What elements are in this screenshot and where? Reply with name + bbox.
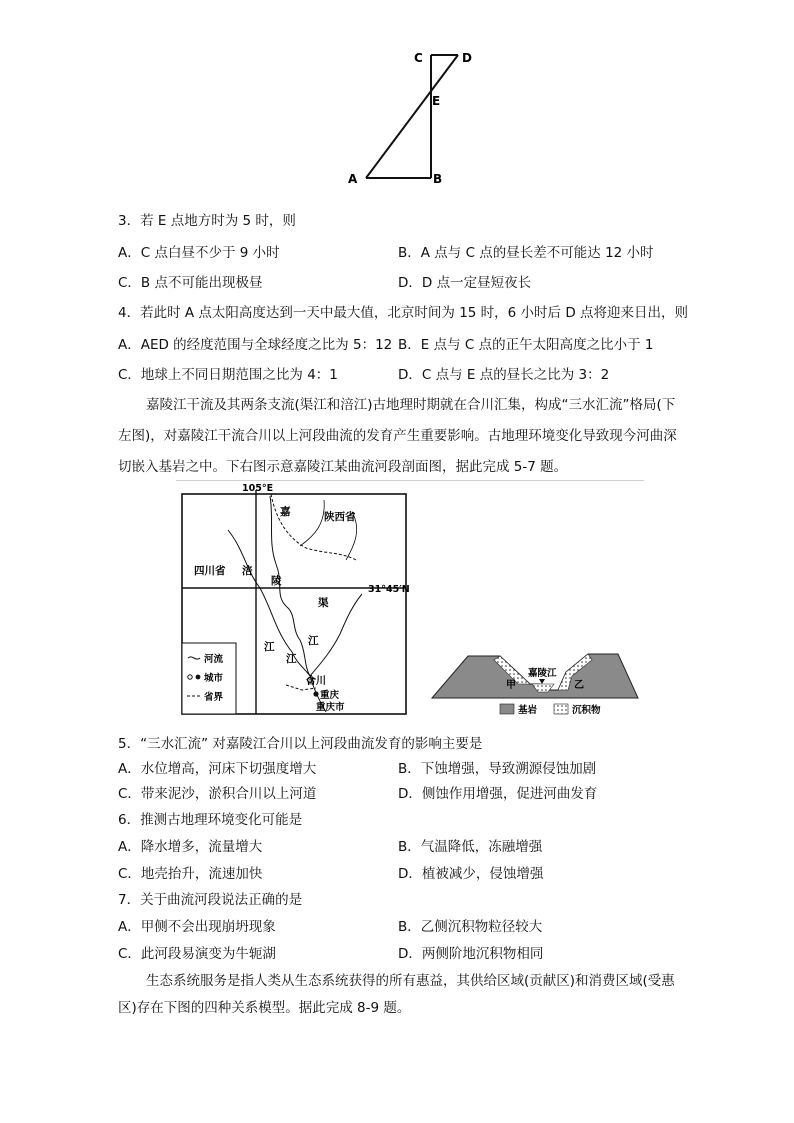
q4-option-a: A．AED 的经度范围与全球经度之比为 5：12 (118, 337, 393, 353)
passage2-line2: 区)存在下图的四种关系模型。据此完成 8-9 题。 (118, 1000, 411, 1016)
label-qu: 渠 (318, 597, 329, 609)
q6-option-a: A．降水增多，流量增大 (118, 839, 263, 855)
q3-option-c: C．B 点不可能出现极昼 (118, 275, 263, 291)
passage1-line3: 切嵌入基岩之中。下右图示意嘉陵江某曲流河段剖面图，据此完成 5-7 题。 (118, 459, 568, 475)
label-fu: 涪 (242, 565, 253, 577)
hechuan-map (176, 480, 416, 716)
legend-city: 城市 (204, 673, 224, 684)
label-c: C (414, 51, 423, 65)
label-shaanxi: 陕西省 (324, 511, 356, 523)
river-profile (428, 640, 648, 720)
q7-stem: 7．关于曲流河段说法正确的是 (118, 892, 303, 908)
q4-option-b: B．E 点与 C 点的正午太阳高度之比小于 1 (398, 337, 654, 353)
q5-option-a: A．水位增高，河床下切强度增大 (118, 761, 317, 777)
q3-stem: 3．若 E 点地方时为 5 时，则 (118, 213, 296, 229)
q5-stem: 5．“三水汇流” 对嘉陵江合川以上河段曲流发育的影响主要是 (118, 736, 483, 752)
label-chongqing: 重庆 (320, 690, 340, 701)
city-chongqing (313, 691, 318, 696)
river-marker (539, 679, 545, 684)
q3-option-a: A．C 点白昼不少于 9 小时 (118, 245, 280, 261)
label-jiang-3: 江 (308, 635, 319, 647)
q4-stem: 4．若此时 A 点太阳高度达到一天中最大值，北京时间为 15 时，6 小时后 D 点将迎来日出，则 (118, 305, 689, 321)
q6-option-d: D．植被减少，侵蚀增强 (398, 866, 544, 882)
label-jiang-2: 江 (286, 653, 297, 665)
q7-option-c: C．此河段易演变为牛轭湖 (118, 946, 276, 962)
passage1-line2: 左图)，对嘉陵江干流合川以上河段曲流的发育产生重要影响。古地理环境变化导致现今河曲深 (118, 428, 677, 444)
label-sichuan: 四川省 (194, 565, 226, 577)
line-a-d (366, 55, 458, 178)
label-d: D (462, 51, 472, 65)
q6-option-b: B．气温降低，冻融增强 (398, 839, 543, 855)
passage2-line1: 生态系统服务是指人类从生态系统获得的所有惠益，其供给区域(贡献区)和消费区域(受惠 (146, 973, 675, 989)
q7-option-b: B．乙侧沉积物粒径较大 (398, 919, 543, 935)
q7-option-d: D．两侧阶地沉积物相同 (398, 946, 544, 962)
q6-option-c: C．地壳抬升，流速加快 (118, 866, 263, 882)
legend-sediment: 沉积物 (572, 705, 601, 716)
label-jia: 嘉 (280, 506, 291, 518)
legend-river: 河流 (204, 654, 224, 665)
q5-option-d: D．侧蚀作用增强，促进河曲发育 (398, 786, 598, 802)
label-hechuan: 合川 (306, 676, 326, 687)
q4-option-c: C．地球上不同日期范围之比为 4：1 (118, 367, 338, 383)
label-chongqing-city: 重庆市 (316, 702, 345, 713)
q3-option-b: B．A 点与 C 点的昼长差不可能达 12 小时 (398, 245, 654, 261)
q5-option-b: B．下蚀增强，导致溯源侵蚀加剧 (398, 761, 597, 777)
legend-border: 省界 (204, 692, 224, 703)
passage1-line1: 嘉陵江干流及其两条支流(渠江和涪江)古地理时期就在合川汇集，构成“三水汇流”格局(下 (146, 397, 676, 413)
label-yi-side: 乙 (574, 680, 584, 691)
top-diagram (340, 45, 480, 190)
legend-bedrock: 基岩 (518, 705, 538, 716)
q4-option-d: D．C 点与 E 点的昼长之比为 3：2 (398, 367, 610, 383)
legend-city-symbol-2 (196, 675, 201, 680)
lon-label: 105°E (242, 483, 274, 494)
q5-option-c: C．带来泥沙，淤积合川以上河道 (118, 786, 317, 802)
q6-stem: 6．推测古地理环境变化可能是 (118, 812, 303, 828)
label-b: B (433, 172, 443, 186)
label-jia-side: 甲 (506, 680, 516, 691)
q7-option-a: A．甲侧不会出现崩坍现象 (118, 919, 276, 935)
lat-label: 31°45′N (368, 584, 410, 595)
label-a: A (348, 172, 358, 186)
legend-bedrock-swatch (500, 704, 514, 714)
label-jialingjiang: 嘉陵江 (528, 668, 557, 679)
q3-option-d: D．D 点一定昼短夜长 (398, 275, 532, 291)
label-ling: 陵 (271, 575, 282, 587)
label-e: E (432, 94, 441, 108)
label-jiang-1: 江 (264, 641, 275, 653)
legend-sediment-swatch (554, 704, 568, 714)
